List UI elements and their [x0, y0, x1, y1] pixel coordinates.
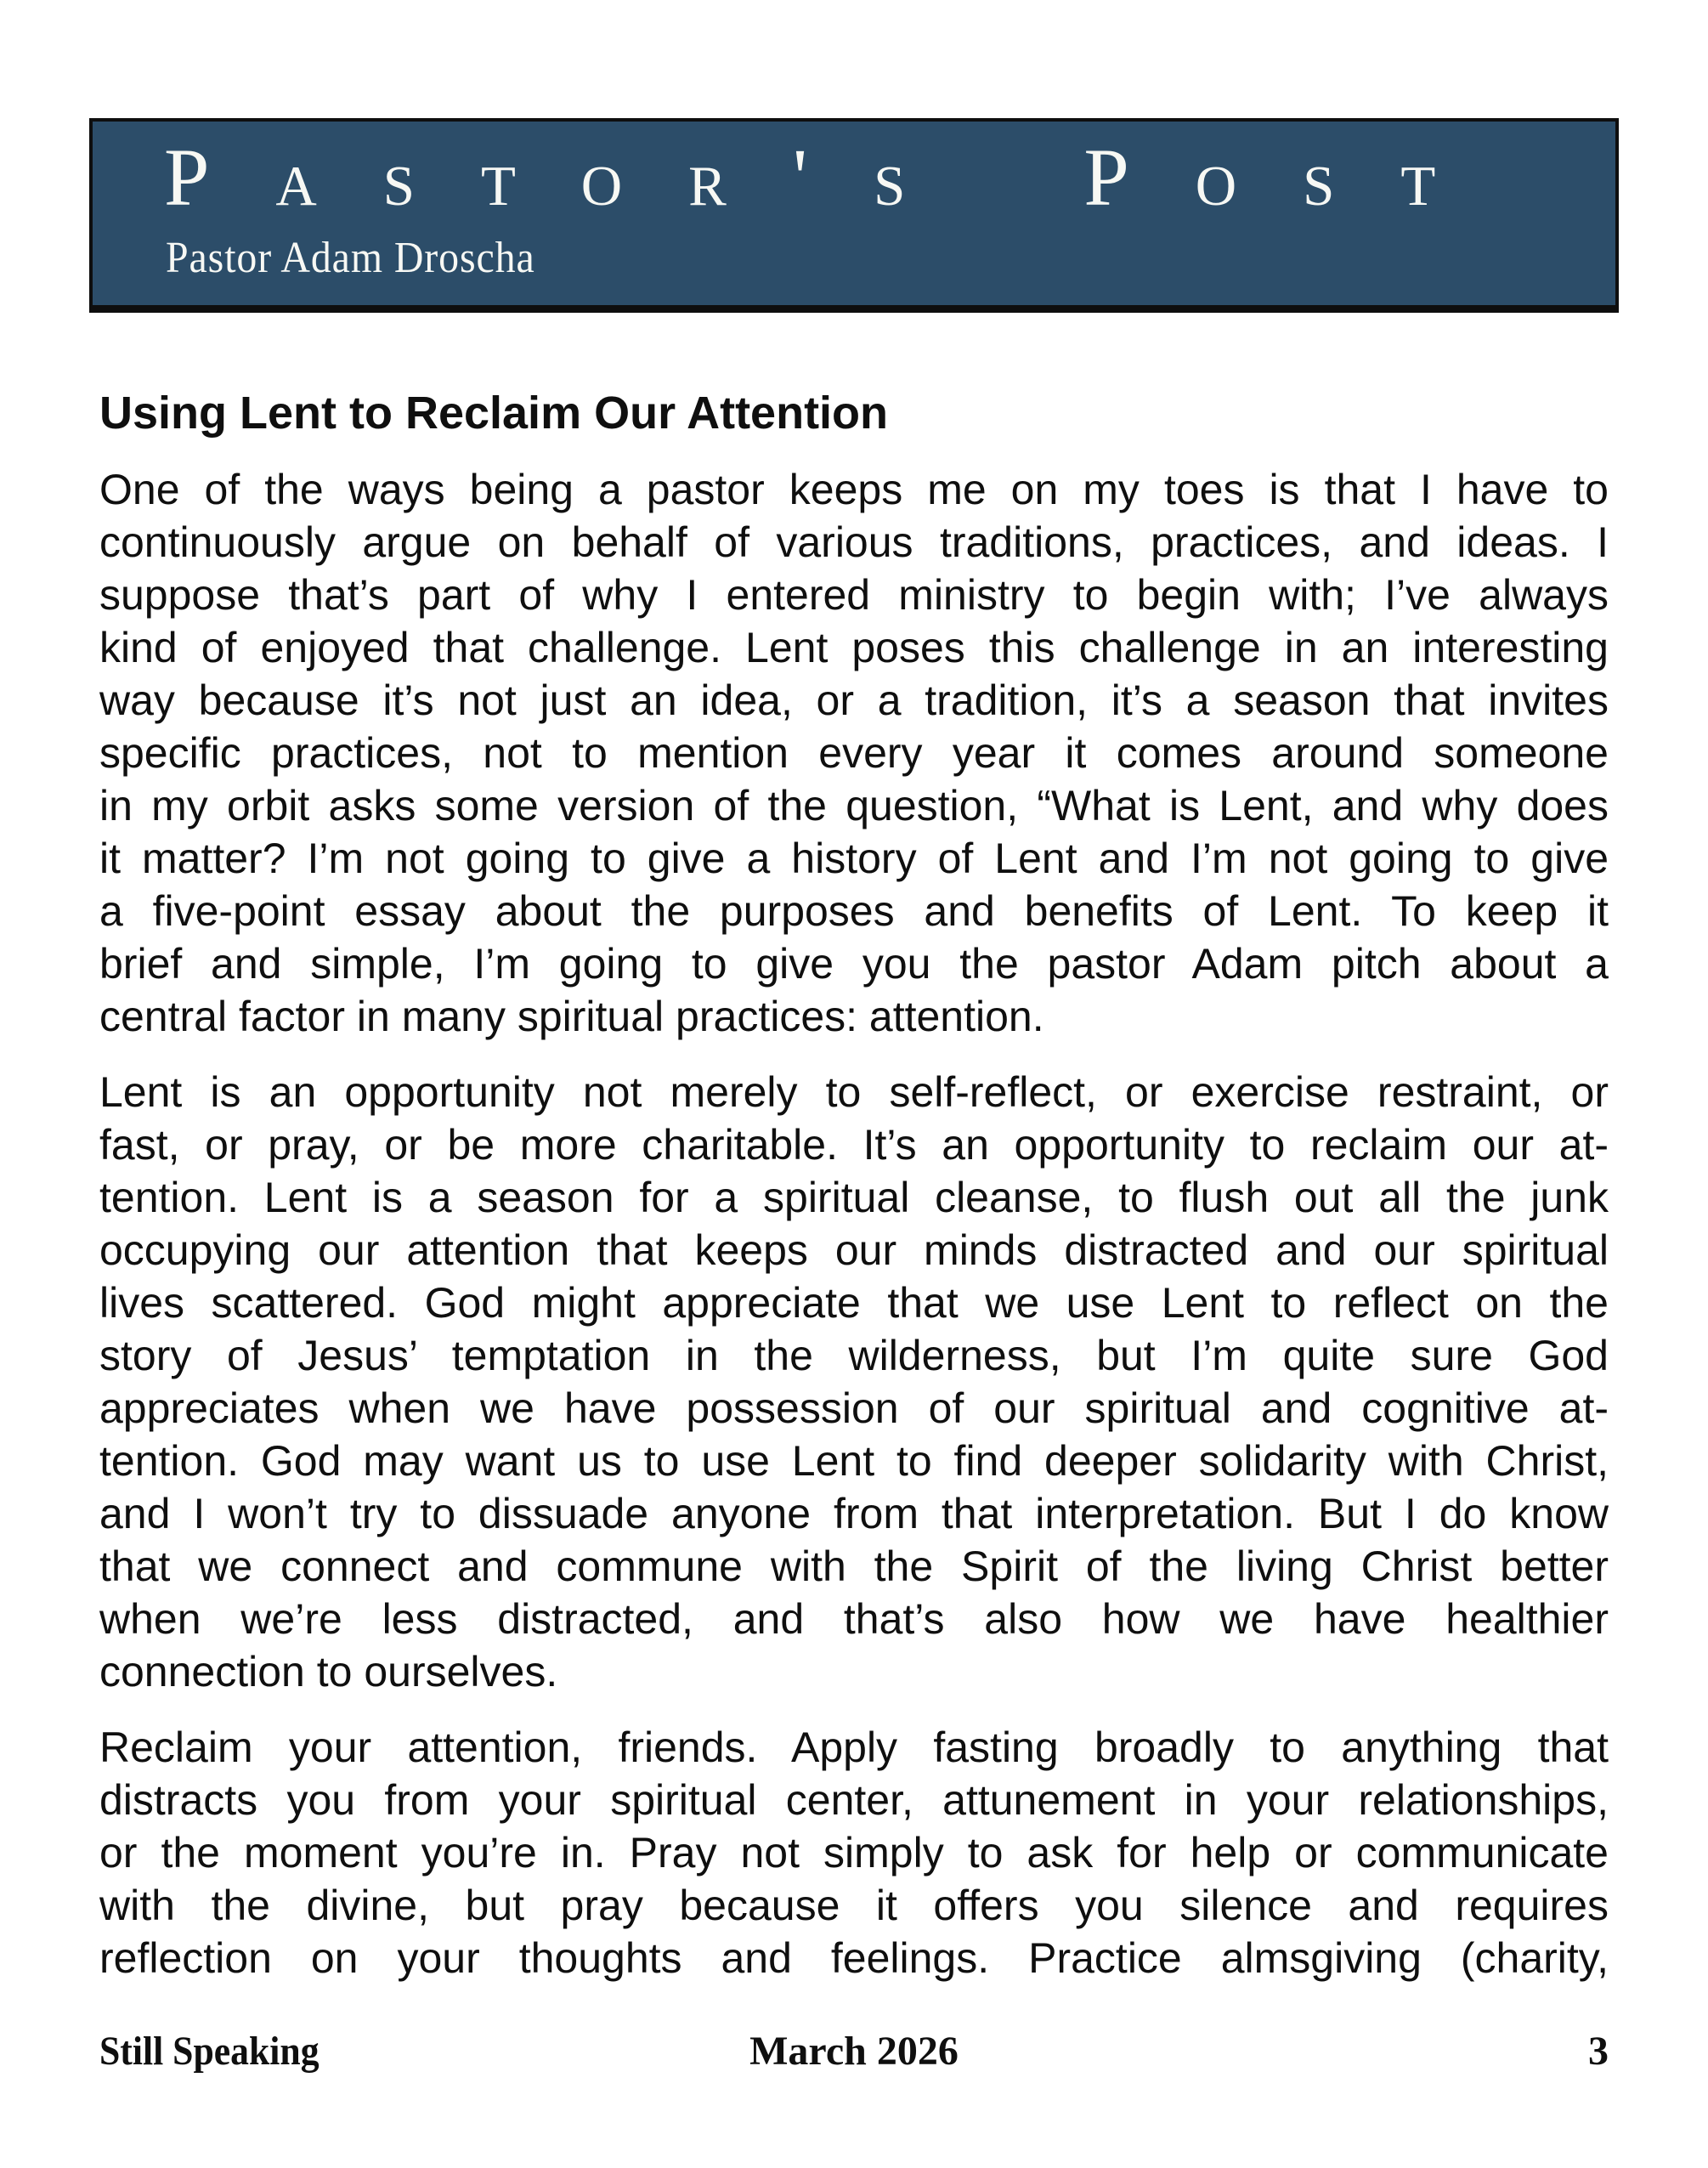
article: [99, 387, 1609, 2007]
article-body: [99, 463, 1609, 1984]
body-line: specific practices, not to mention every year it comes around someone: [99, 729, 1609, 777]
body-line: and I won’t try to dissuade anyone from that interpretation. But I do know: [99, 1490, 1609, 1537]
body-paragraph: [99, 1721, 1609, 1984]
body-line: Lent is an opportunity not merely to self-reflect, or exercise restraint, or: [99, 1068, 1609, 1116]
body-line: distracts you from your spiritual center, attunement in your relationships,: [99, 1776, 1609, 1824]
body-line: reflection on your thoughts and feelings. Practice almsgiving (charity,: [99, 1934, 1609, 1982]
body-line: One of the ways being a pastor keeps me on my toes is that I have to: [99, 466, 1609, 513]
body-line: lives scattered. God might appreciate that we use Lent to reflect on the: [99, 1279, 1609, 1327]
pastors-post-banner: [89, 118, 1619, 313]
body-line: fast, or pray, or be more charitable. It’s an opportunity to reclaim our at-: [99, 1121, 1609, 1169]
body-line: in my orbit asks some version of the question, “What is Lent, and why does: [99, 782, 1609, 829]
body-line: Reclaim your attention, friends. Apply fasting broadly to anything that: [99, 1724, 1609, 1771]
body-line: central factor in many spiritual practices: attention.: [99, 993, 1044, 1040]
body-line: or the moment you’re in. Pray not simply to ask for help or communicate: [99, 1829, 1609, 1876]
footer-publication-name: Still Speaking: [99, 2029, 320, 2074]
body-line: connection to ourselves.: [99, 1648, 558, 1695]
body-paragraph: [99, 463, 1609, 1043]
body-line: it matter? I’m not going to give a history of Lent and I’m not going to give: [99, 835, 1609, 882]
banner-title: Pastor's Post: [164, 132, 1502, 223]
body-line: tention. God may want us to use Lent to find deeper solidarity with Christ,: [99, 1437, 1609, 1485]
body-line: with the divine, but pray because it offers you silence and requires: [99, 1882, 1609, 1929]
body-line: a five-point essay about the purposes and benefits of Lent. To keep it: [99, 887, 1609, 935]
body-line: occupying our attention that keeps our minds distracted and our spiritual: [99, 1226, 1609, 1274]
body-line: suppose that’s part of why I entered ministry to begin with; I’ve always: [99, 571, 1609, 619]
body-line: when we’re less distracted, and that’s also how we have healthier: [99, 1595, 1609, 1643]
body-line: appreciates when we have possession of our spiritual and cognitive at-: [99, 1384, 1609, 1432]
body-line: continuously argue on behalf of various traditions, practices, and ideas. I: [99, 518, 1609, 566]
banner-subtitle: Pastor Adam Droscha: [166, 234, 535, 282]
page-footer: [0, 2029, 1708, 2089]
body-paragraph: [99, 1066, 1609, 1698]
footer-issue-date: March 2026: [749, 2029, 959, 2074]
footer-page-number: 3: [1588, 2029, 1609, 2074]
body-line: brief and simple, I’m going to give you the pastor Adam pitch about a: [99, 940, 1609, 988]
body-line: way because it’s not just an idea, or a tradition, it’s a season that invites: [99, 676, 1609, 724]
body-line: story of Jesus’ temptation in the wilderness, but I’m quite sure God: [99, 1332, 1609, 1379]
body-line: kind of enjoyed that challenge. Lent poses this challenge in an interesting: [99, 624, 1609, 671]
body-line: that we connect and commune with the Spirit of the living Christ better: [99, 1543, 1609, 1590]
article-heading: Using Lent to Reclaim Our Attention: [99, 388, 889, 439]
body-line: tention. Lent is a season for a spiritual cleanse, to flush out all the junk: [99, 1174, 1609, 1221]
